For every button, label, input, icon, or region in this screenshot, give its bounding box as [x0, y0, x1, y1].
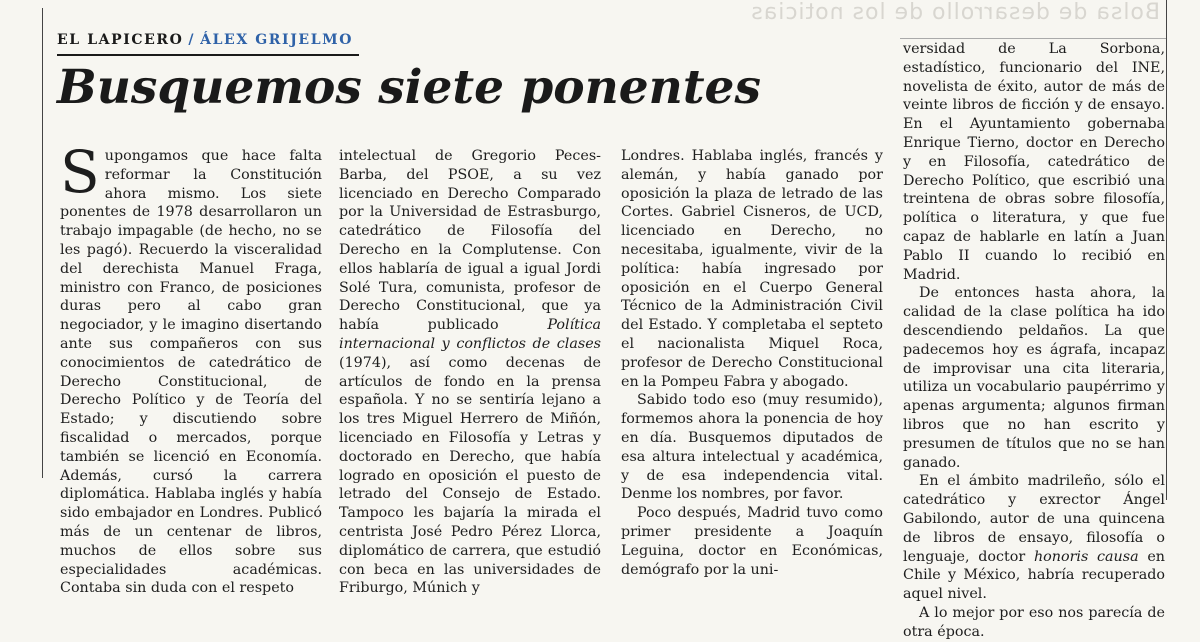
article-column-2	[339, 147, 601, 598]
author-name: ÁLEX GRIJELMO	[200, 32, 354, 48]
section-separator: /	[188, 32, 196, 48]
paragraph-text: intelectual de Gregorio Peces-Barba, del PSOE, a su vez licenciado en Derecho Comparado por la Universidad de Estrasburgo, catedrático de Filosofía del Derecho en la Complutense. Con ellos hablaría de igual a igual Jordi Solé Tura, comunista, profesor de Derecho Constitucional, que ya había publicado	[339, 148, 601, 334]
paragraph	[60, 138, 322, 598]
paragraph-text: en Chile y México, habría recuperado aquel nivel.	[903, 548, 1165, 603]
article-column-1	[60, 138, 322, 598]
paragraph-text: En el ámbito madrileño, sólo el catedrático y exrector Ángel Gabilondo, autor de una quincena de libros de ensayo, filosofía o lenguaje, doctor	[903, 473, 1165, 565]
paragraph	[339, 147, 601, 598]
book-title: Política internacional y conflictos de clases	[339, 317, 601, 352]
section-underline	[57, 54, 359, 56]
paragraph-text: (1974), así como decenas de artículos de fondo en la prensa española. Y no se sentiría lejano a los tres Miguel Herrero de Miñón, licenciado en Filosofía y Letras y doctorado en Derecho, que había logrado en oposición el puesto de letrado del Consejo de Estado. Tampoco les bajaría la mirada el centrista José Pedro Pérez Llorca, diplomático de carrera, que estudió con beca en las universidades de Friburgo, Múnich y	[339, 354, 601, 597]
section-name: EL LAPICERO	[57, 32, 184, 48]
paragraph	[903, 472, 1165, 604]
paragraph: versidad de La Sorbona, estadístico, funcionario del INE, novelista de éxito, autor de más de veinte libros de ficción y de ensayo. En el Ayuntamiento gobernaba Enrique Tierno, doctor en Derecho y en Filosofía, catedrático de Derecho Político, que escribió una treintena de obras sobre filosofía, política o literatura, y que fue capaz de hablarle en latín a Juan Pablo II cuando lo recibió en Madrid.	[903, 41, 1165, 283]
paragraph: Londres. Hablaba inglés, francés y alemán, y había ganado por oposición la plaza de letrado de las Cortes. Gabriel Cisneros, de UCD, licenciado en Derecho, no necesitaba, igualmente, vivir de la política: había ingresado por oposición en el Cuerpo General Técnico de la Administración Civil del Estado. Y completaba el septeto el nacionalista Miquel Roca, profesor de Derecho Constitucional en la Pompeu Fabra y abogado.	[621, 148, 883, 390]
bleed-through-text: Bolsa de desarrollo de los noticias	[750, 0, 1160, 25]
article-column-4	[903, 40, 1165, 642]
left-column-rule	[42, 8, 43, 478]
paragraph: De entonces hasta ahora, la calidad de la clase política ha ido descendiendo peldaños. La que padecemos hoy es ágrafa, incapaz de improvisar una cita literaria, utiliza un vocabulario paupérrimo y apenas argumenta; algunos firman libros que no han escrito y presumen de títulos que no se han ganado.	[903, 285, 1165, 471]
article-column-3	[621, 147, 883, 579]
paragraph-text: upongamos que hace falta reformar la Constitución ahora mismo. Los siete ponentes de 1978 desarrollaron un trabajo impagable (de hecho, no se les pagó). Recuerdo la visceralidad del derechista Manuel Fraga, ministro con Franco, de posiciones duras pero al cabo gran negociador, y le imagino disertando ante sus compañeros con sus conocimientos de catedrático de Derecho Constitucional, de Derecho Político y de Teoría del Estado; y discutiendo sobre fiscalidad o mercados, porque también se licenció en Economía. Además, cursó la carrera diplomática. Hablaba inglés y había sido embajador en Londres. Publicó más de un centenar de libros, muchos de ellos sobre sus especialidades académicas. Contaba sin duda con el respeto	[60, 148, 322, 597]
paragraph: A lo mejor por eso nos parecía de otra época.	[903, 604, 1165, 640]
paragraph: Sabido todo eso (muy resumido), formemos ahora la ponencia de hoy en día. Busquemos diputados de esa altura intelectual y académica, y de esa independencia vital. Denme los nombres, por favor.	[621, 392, 883, 503]
latin-phrase: honoris causa	[1033, 548, 1139, 565]
right-column-rule	[1166, 0, 1167, 500]
drop-cap: S	[60, 138, 100, 206]
top-right-rule	[900, 38, 1166, 39]
section-header	[57, 32, 353, 52]
paragraph: Poco después, Madrid tuvo como primer presidente a Joaquín Leguina, doctor en Económicas, demógrafo por la uni-	[621, 505, 883, 578]
headline: Busquemos siete ponentes	[57, 60, 761, 115]
